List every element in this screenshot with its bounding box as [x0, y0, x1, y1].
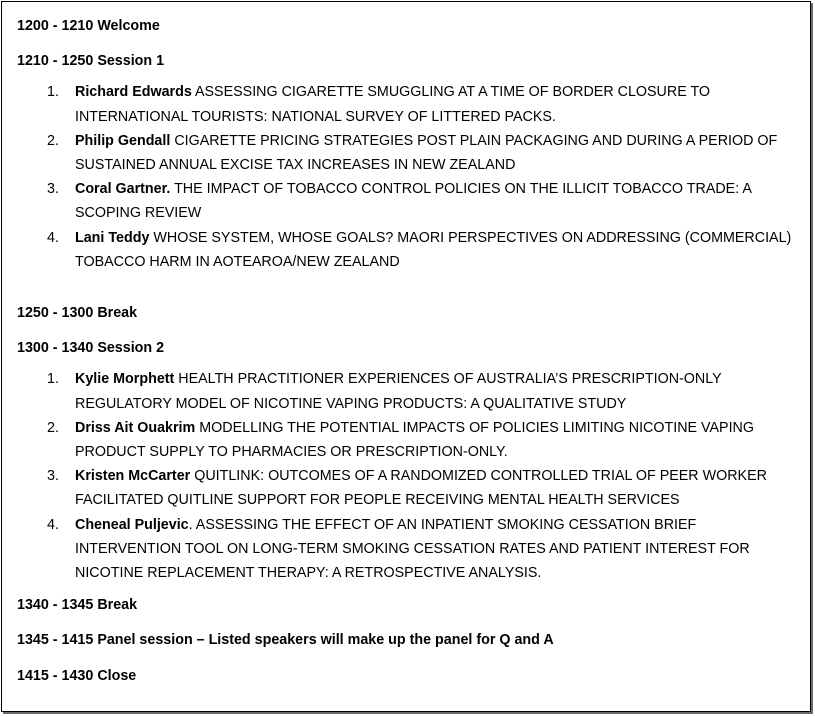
talk-title: MODELLING THE POTENTIAL IMPACTS OF POLICIES LIMITING NICOTINE VAPING PRODUCT SUPPLY TO PHARMACIES OR PRESCRIPTION-ONLY.	[75, 419, 754, 461]
slot-break-1	[17, 301, 802, 325]
slot-time: 1300 - 1340	[17, 340, 94, 357]
list-item	[17, 226, 802, 274]
speaker-name: Richard Edwards	[75, 84, 192, 101]
slot-time: 1340 - 1345	[17, 597, 94, 614]
slot-close	[17, 664, 802, 688]
slot-time: 1415 - 1430	[17, 667, 94, 684]
list-item	[17, 177, 802, 225]
slot-time: 1250 - 1300	[17, 305, 94, 322]
program-frame	[1, 1, 811, 712]
talk-title: THE IMPACT OF TOBACCO CONTROL POLICIES ON THE ILLICIT TOBACCO TRADE: A SCOPING REVIEW	[75, 181, 752, 222]
talk-title: CIGARETTE PRICING STRATEGIES POST PLAIN PACKAGING AND DURING A PERIOD OF SUSTAINED ANNUAL EXCISE TAX INCREASES IN NEW ZEALAND	[75, 132, 778, 174]
list-item	[17, 416, 802, 464]
list-item	[17, 513, 802, 586]
slot-label: Session 2	[97, 340, 165, 357]
slot-welcome	[17, 14, 802, 38]
session-2-list	[17, 367, 802, 585]
speaker-name: Coral Gartner.	[75, 181, 171, 198]
item-number: 4.	[47, 516, 59, 533]
speaker-name: Driss Ait Ouakrim	[75, 419, 196, 436]
list-item	[17, 464, 802, 512]
slot-label: Break	[97, 597, 138, 614]
slot-label: Panel session – Listed speakers will make up the panel for Q and A	[97, 632, 554, 649]
item-number: 3.	[47, 468, 59, 485]
list-item	[17, 80, 802, 128]
slot-label: Close	[97, 667, 137, 684]
slot-label: Break	[97, 305, 138, 322]
slot-panel-session	[17, 628, 802, 652]
list-item	[17, 367, 802, 415]
speaker-name: Lani Teddy	[75, 229, 150, 246]
talk-title: ASSESSING CIGARETTE SMUGGLING AT A TIME OF BORDER CLOSURE TO INTERNATIONAL TOURISTS: NATIONAL SURVEY OF LITTERED PACKS.	[75, 84, 711, 125]
slot-label: Session 1	[97, 53, 165, 70]
talk-title: . ASSESSING THE EFFECT OF AN INPATIENT SMOKING CESSATION BRIEF INTERVENTION TOOL ON LONG-TERM SMOKING CESSATION RATES AND PATIENT INTEREST FOR NICOTINE REPLACEMENT THERAPY: A RETROSPECTIVE ANALYSIS.	[75, 516, 750, 582]
item-number: 3.	[47, 181, 59, 198]
speaker-name: Kylie Morphett	[75, 371, 175, 388]
item-number: 1.	[47, 371, 59, 388]
item-number: 2.	[47, 419, 59, 436]
speaker-name: Kristen McCarter	[75, 468, 191, 485]
item-number: 4.	[47, 229, 59, 246]
item-number: 1.	[47, 84, 59, 101]
speaker-name: Philip Gendall	[75, 132, 171, 149]
talk-title: QUITLINK: OUTCOMES OF A RANDOMIZED CONTROLLED TRIAL OF PEER WORKER FACILITATED QUITLINE SUPPORT FOR PEOPLE RECEIVING MENTAL HEALTH SERVICES	[75, 468, 767, 509]
slot-break-2	[17, 593, 802, 617]
slot-time: 1345 - 1415	[17, 632, 94, 649]
slot-session-1	[17, 49, 802, 73]
item-number: 2.	[47, 132, 59, 149]
slot-time: 1200 - 1210	[17, 18, 94, 34]
talk-title: HEALTH PRACTITIONER EXPERIENCES OF AUSTRALIA’S PRESCRIPTION-ONLY REGULATORY MODEL OF NICOTINE VAPING PRODUCTS: A QUALITATIVE STUDY	[75, 371, 722, 412]
session-1-list	[17, 80, 802, 274]
slot-session-2	[17, 336, 802, 360]
list-item	[17, 129, 802, 177]
talk-title: WHOSE SYSTEM, WHOSE GOALS? MAORI PERSPECTIVES ON ADDRESSING (COMMERCIAL) TOBACCO HARM IN AOTEAROA/NEW ZEALAND	[75, 229, 792, 270]
program-content	[17, 14, 802, 688]
slot-label: Welcome	[97, 18, 160, 34]
speaker-name: Cheneal Puljevic	[75, 516, 189, 533]
slot-time: 1210 - 1250	[17, 53, 94, 70]
